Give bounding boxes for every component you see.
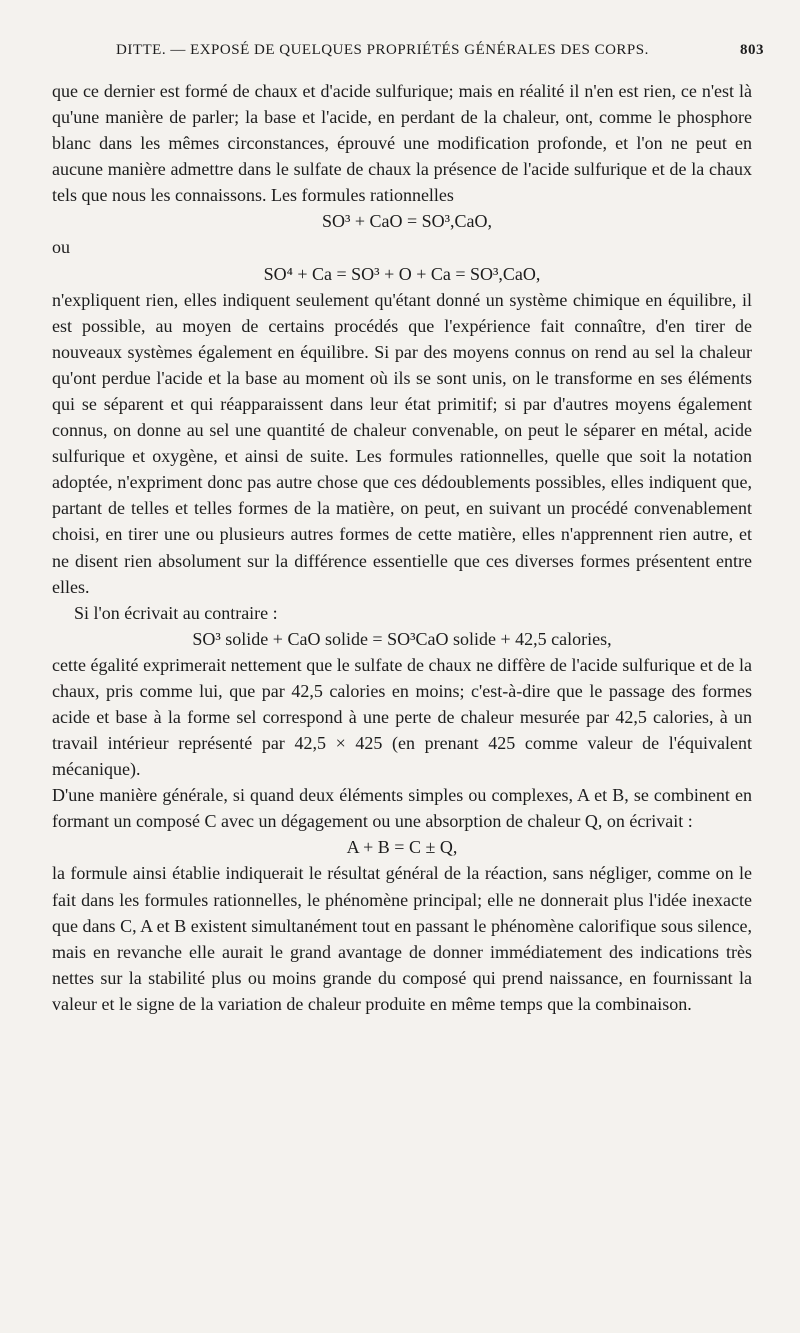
paragraph-3: Si l'on écrivait au contraire : xyxy=(74,602,278,623)
paragraph-4: cette égalité exprimerait nettement que le sulfate de chaux ne diffère de l'acide sulfurique et de la chaux, pris comme lui, que par 42,5 calories en moins; c'est-à-dire que le passage des formes acide et base à la forme sel correspond à une perte de chaleur mesurée par 42,5 calories, à un travail intérieur représenté par 42,5 × 425 (en prenant 425 comme valeur de l'équivalent mécanique). xyxy=(52,654,752,780)
paragraph-2: n'expliquent rien, elles indiquent seulement qu'étant donné un système chimique en équilibre, il est possible, au moyen de certains procédés que l'expérience fait connaître, d'en tirer de nouveaux systèmes également en équilibre. Si par des moyens connus on rend au sel la chaleur qu'ont perdue l'acide et la base au moment où ils se sont unis, on le transforme en ses éléments qui se séparent et qui réapparaissent dans leur état primitif; si par d'autres moyens également connus, on donne au sel une quantité de chaleur convenable, on peut le séparer en métal, acide sulfurique et oxygène, et ainsi de suite. Les formules rationnelles, quelle que soit la notation adoptée, n'expriment donc pas autre chose que ces dédoublements possibles, elles indiquent que, partant de telles et telles formes de la matière, on peut, en suivant un procédé convenablement choisi, en tirer une ou plusieurs autres formes de cette matière, elles n'apprennent rien autre, et ne disent rien absolument sur la différence essentielle que ces diverses formes présentent entre elles. xyxy=(52,289,752,597)
formula-2: SO⁴ + Ca = SO³ + O + Ca = SO³,CaO, xyxy=(263,263,541,284)
formula-3: SO³ solide + CaO solide = SO³CaO solide + 42,5 calories, xyxy=(192,628,612,649)
formula-1: SO³ + CaO = SO³,CaO, xyxy=(321,211,493,232)
running-header xyxy=(40,42,764,66)
running-title: DITTE. — EXPOSÉ DE QUELQUES PROPRIÉTÉS GÉNÉRALES DES CORPS. xyxy=(116,42,649,58)
formula-4: A + B = C ± Q, xyxy=(346,837,458,858)
page-number: 803 xyxy=(740,42,764,58)
paragraph-6: la formule ainsi établie indiquerait le résultat général de la réaction, sans négliger, comme on le fait dans les formules rationnelles, le phénomène principal; elle ne donnerait plus l'idée inexacte que dans C, A et B existent simultanément tout en passant le phénomène calorifique sous silence, mais en revanche elle aurait le grand avantage de donner immédiatement des indications très nettes sur la stabilité plus ou moins grande du composé qui prend naissance, en fournissant la valeur et le signe de la variation de chaleur produite en même temps que la combinaison. xyxy=(52,863,752,1014)
paragraph-5: D'une manière générale, si quand deux éléments simples ou complexes, A et B, se combinent en formant un composé C avec un dégagement ou une absorption de chaleur Q, on écrivait : xyxy=(52,785,752,832)
paragraph-1: que ce dernier est formé de chaux et d'acide sulfurique; mais en réalité il n'en est rien, ce n'est là qu'une manière de parler; la base et l'acide, en perdant de la chaleur, ont, comme le phosphore blanc dans les mêmes circonstances, éprouvé une modification profonde, et l'on ne peut en aucune manière admettre dans le sulfate de chaux la présence de l'acide sulfurique et de la chaux tels que nous les connaissons. Les formules rationnelles xyxy=(52,81,752,206)
page-body xyxy=(52,78,752,1017)
conjunction-ou: ou xyxy=(52,237,70,258)
